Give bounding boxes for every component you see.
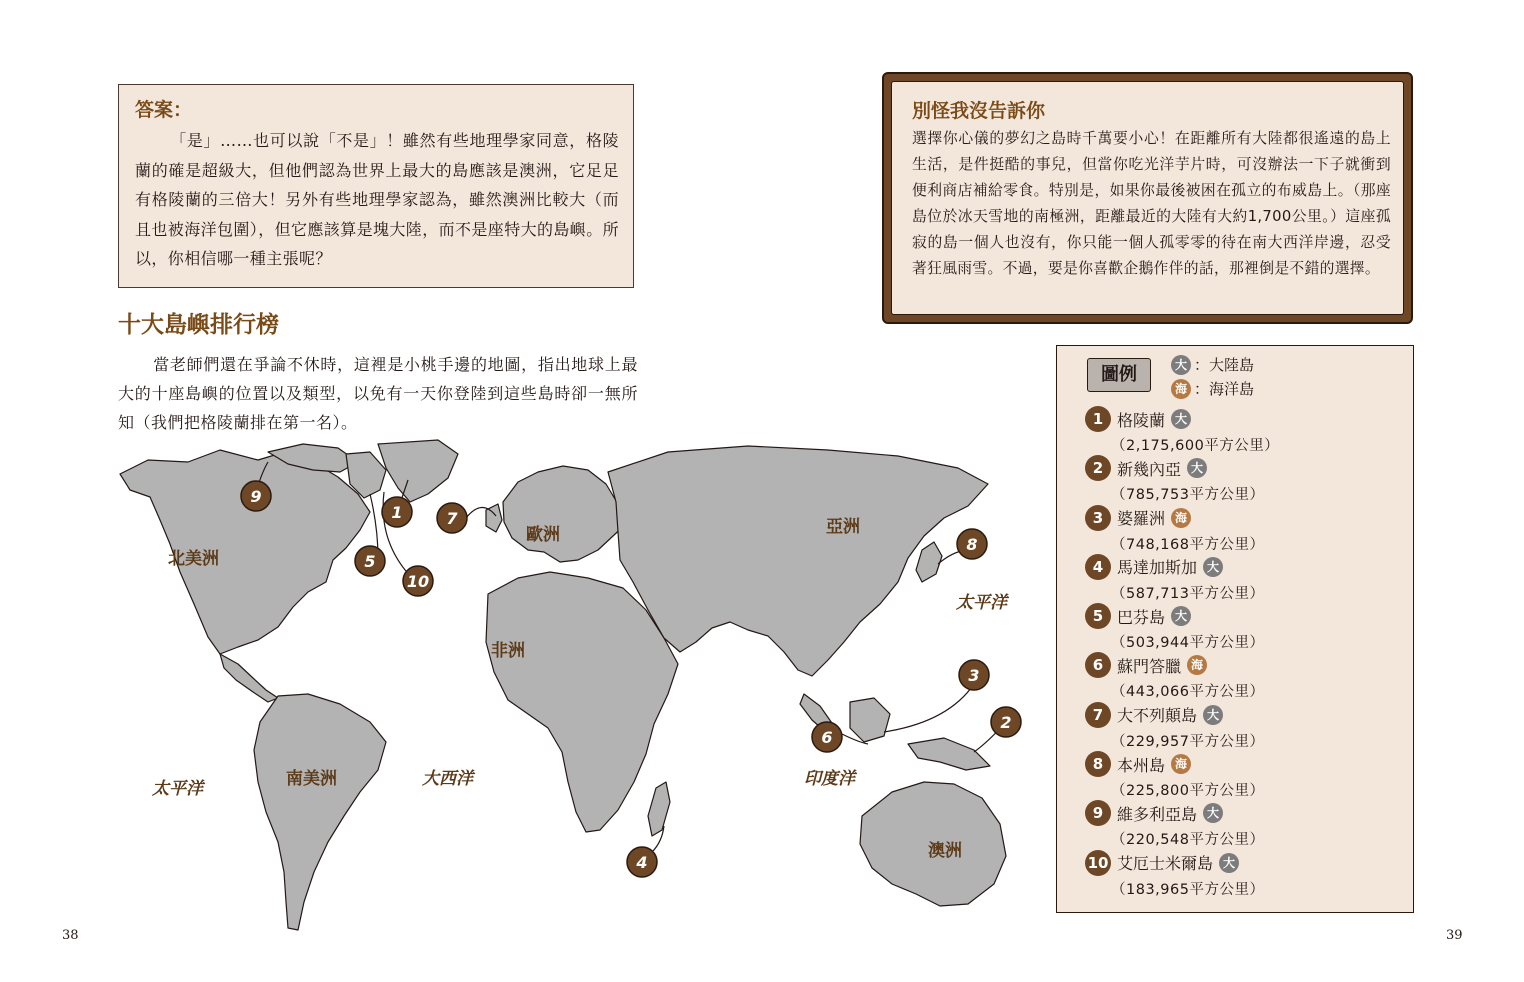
map-marker-1 [382,497,412,527]
island-type-badge: 大 [1219,853,1239,873]
map-marker-9 [241,481,271,511]
answer-box [118,84,634,288]
warning-title: 別怪我沒告訴你 [912,100,1046,122]
island-rank-badge: 2 [1085,455,1111,481]
island-type-badge: 大 [1203,705,1223,725]
legend-island-entry [1085,850,1279,899]
island-rank-badge: 1 [1085,406,1111,432]
legend-island-line [1085,751,1279,777]
legend-island-line [1085,505,1279,531]
europe-shape [503,466,628,562]
legend-island-line [1085,406,1279,432]
svg-text:2: 2 [1000,713,1012,732]
legend-island-line [1085,554,1279,580]
island-type-badge: 大 [1203,803,1223,823]
legend-key-continental [1171,354,1254,375]
legend-island-entry [1085,455,1279,504]
map-marker-6 [812,722,842,752]
island-name: 本州島 [1117,755,1166,775]
island-type-badge: 大 [1203,557,1223,577]
svg-text:3: 3 [968,666,980,685]
map-marker-4 [627,847,657,877]
island-rank-badge: 5 [1085,603,1111,629]
label-asia: 亞洲 [826,517,860,537]
legend-island-entry [1085,800,1279,849]
label-south-america: 南美洲 [286,769,337,789]
label-indian: 印度洋 [804,769,855,789]
label-australia: 澳洲 [928,841,962,861]
island-type-badge: 海 [1171,508,1191,528]
legend-island-entry [1085,406,1279,455]
svg-text:6: 6 [821,728,833,747]
island-rank-badge: 4 [1085,554,1111,580]
label-north-america: 北美洲 [168,549,219,569]
legend-island-entry [1085,505,1279,554]
north-america-shape [120,450,370,654]
legend-island-entry [1085,751,1279,800]
madagascar-shape [648,782,670,836]
legend-island-line [1085,603,1279,629]
island-type-badge: 大 [1171,409,1191,429]
label-pacific-west: 太平洋 [152,779,203,799]
island-name: 馬達加斯加 [1117,558,1198,578]
island-type-badge: 海 [1171,754,1191,774]
island-type-badge: 海 [1187,655,1207,675]
legend-tag: 圖例 [1087,358,1151,392]
legend-island-line [1085,652,1279,678]
legend-island-line [1085,702,1279,728]
new-guinea-shape [908,738,990,770]
label-atlantic: 大西洋 [422,769,473,789]
section-intro: 當老師們還在爭論不休時，這裡是小桃手邊的地圖，指出地球上最大的十座島嶼的位置以及類型，以免有一天你登陸到這些島時卻一無所知（我們把格陵蘭排在第一名）。 [118,355,638,432]
island-list [1085,406,1279,899]
map-marker-5 [355,546,385,576]
legend-key-oceanic [1171,378,1254,399]
island-area: （785,753平方公里） [1111,487,1265,504]
greenland-shape [378,440,458,502]
island-area: （748,168平方公里） [1111,536,1265,553]
map-marker-3 [959,660,989,690]
legend-key-text: ：大陸島 [1194,356,1255,374]
label-pacific-east: 太平洋 [956,593,1007,613]
page-number-right: 39 [1446,928,1463,943]
legend-island-entry [1085,603,1279,652]
island-name: 巴芬島 [1117,607,1166,627]
legend-panel [1056,345,1414,913]
island-name: 艾厄士米爾島 [1117,854,1214,874]
island-type-badge: 大 [1187,458,1207,478]
legend-island-entry [1085,652,1279,701]
warning-box [882,72,1413,324]
map-marker-7 [437,503,467,533]
legend-island-line [1085,800,1279,826]
island-rank-badge: 3 [1085,505,1111,531]
south-america-shape [254,694,386,930]
warning-body: 選擇你心儀的夢幻之島時千萬要小心！在距離所有大陸都很遙遠的島上生活，是件挺酷的事兒，但當你吃光洋芋片時，可沒辦法一下子就衝到便利商店補給零食。特別是，如果你最後被困在孤立的布威島上。（那座島位於冰天雪地的南極洲，距離最近的大陸有大約1,700公里。）這座孤寂的島一個人也沒有，你只能一個人孤零零的待在南大西洋岸邊，忍受著狂風雨雪。不過，要是你喜歡企鵝作伴的話，那裡倒是不錯的選擇。 [912,130,1391,277]
island-rank-badge: 6 [1085,652,1111,678]
island-rank-badge: 7 [1085,702,1111,728]
island-name: 格陵蘭 [1117,410,1166,430]
island-name: 新幾內亞 [1117,459,1182,479]
legend-island-line [1085,850,1279,876]
island-area: （587,713平方公里） [1111,585,1265,602]
warning-inner [891,81,1404,315]
svg-text:8: 8 [966,535,978,554]
label-africa: 非洲 [491,641,525,661]
svg-text:4: 4 [636,853,648,872]
island-rank-badge: 8 [1085,751,1111,777]
island-area: （2,175,600平方公里） [1111,438,1280,454]
map-marker-2 [991,707,1021,737]
map-marker-8 [957,529,987,559]
central-america-shape [220,654,278,702]
svg-text:5: 5 [364,552,376,571]
leader-line-3 [884,684,974,732]
answer-body: 「是」……也可以說「不是」！雖然有些地理學家同意，格陵蘭的確是超級大，但他們認為世界上最大的島應該是澳洲，它足足有格陵蘭的三倍大！另外有些地理學家認為，雖然澳洲比較大（而且也被海洋包圍），但它應該算是塊大陸，而不是座特大的島嶼。所以，你相信哪一種主張呢？ [135,131,620,268]
island-type-badge: 大 [1171,606,1191,626]
section-title: 十大島嶼排行榜 [118,312,279,338]
great-britain-shape [486,504,502,532]
svg-text:10: 10 [406,572,430,591]
label-europe: 歐洲 [526,525,560,545]
island-area: （225,800平方公里） [1111,783,1265,800]
island-area: （220,548平方公里） [1111,832,1265,849]
island-area: （183,965平方公里） [1111,881,1265,898]
world-map [108,432,1048,952]
island-area: （229,957平方公里） [1111,733,1265,750]
legend-island-entry [1085,702,1279,751]
island-area: （503,944平方公里） [1111,635,1265,652]
continental-badge: 大 [1171,355,1191,375]
map-marker-10 [403,566,433,596]
island-name: 維多利亞島 [1117,804,1198,824]
island-name: 大不列顛島 [1117,706,1198,726]
island-name: 婆羅洲 [1117,509,1166,529]
island-area: （443,066平方公里） [1111,684,1265,701]
honshu-shape [916,542,942,582]
island-rank-badge: 10 [1085,850,1111,876]
borneo-shape [850,698,890,742]
legend-key-text: ：海洋島 [1194,380,1255,398]
legend-island-line [1085,455,1279,481]
svg-text:7: 7 [446,509,458,528]
page-number-left: 38 [62,928,79,943]
answer-title: 答案： [135,99,193,121]
svg-text:9: 9 [250,487,262,506]
svg-text:1: 1 [391,503,403,522]
island-name: 蘇門答臘 [1117,656,1182,676]
island-rank-badge: 9 [1085,800,1111,826]
oceanic-badge: 海 [1171,379,1191,399]
legend-island-entry [1085,554,1279,603]
